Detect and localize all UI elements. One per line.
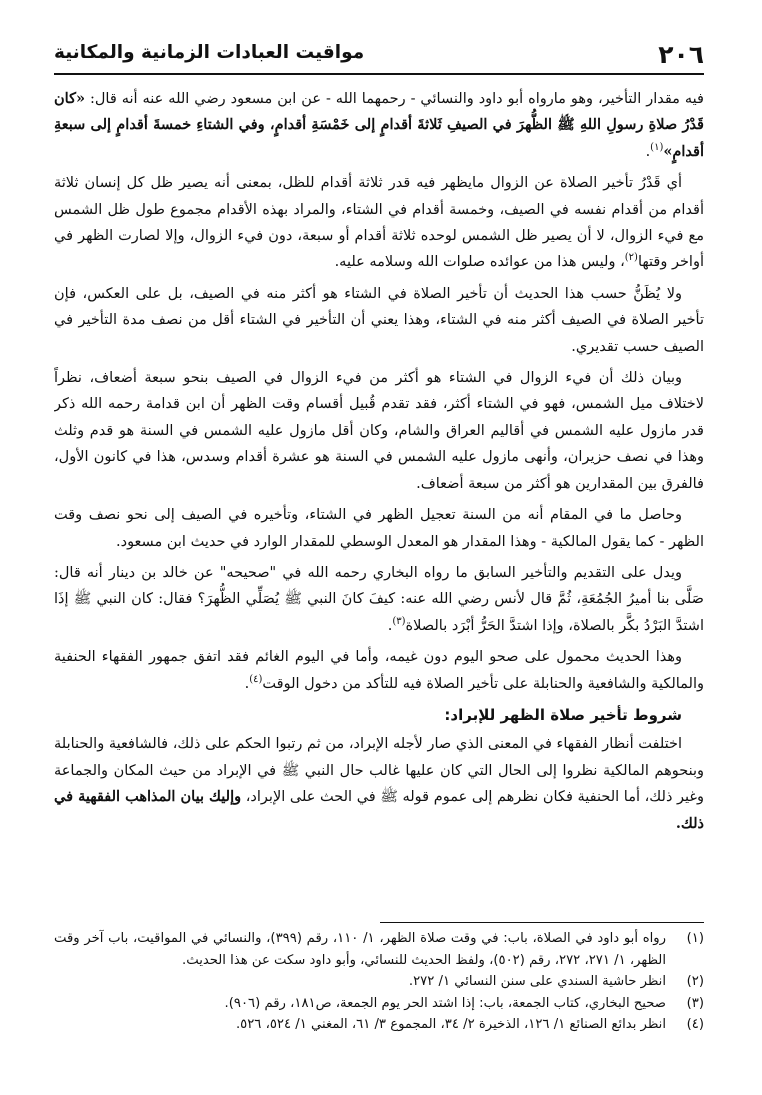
footnote — [54, 993, 704, 1015]
footnote-ref-1[interactable]: (١) — [650, 141, 664, 153]
footnote-number: (٤) — [686, 1017, 704, 1032]
paragraph-7: وهذا الحديث محمول على صحو اليوم دون غيمه، وأما في اليوم الغائم فقد اتفق جمهور الفقهاء الحنفية والمالكية والشافعية والحنابلة على تأخير الصلاة فيه للتأكد من دخول الوقت$^{(٤)}$. — [54, 649, 704, 692]
footnote-text: رواه أبو داود في الصلاة، باب: في وقت صلاة الظهر، ١/ ١١٠، رقم (٣٩٩)، والنسائي في المواقيت، باب آخر وقت الظهر، ١/ ٢٧١، ٢٧٢، رقم (٥٠٢)، ولفظ الحديث للنسائي، وأبو داود سكت عن هذا الحديث. — [54, 931, 667, 968]
footnotes — [54, 928, 704, 1068]
section-heading: شروط تأخير صلاة الظهر للإبراد: — [444, 705, 682, 724]
page-number: ٢٠٦ — [658, 40, 704, 69]
hadith-quote: «كان قَدْرُ صلاةِ رسولِ اللهِ ﷺ الظُّهرَ في الصيفِ ثَلاثةَ أقدامٍ إلى خَمْسَةِ أقدامٍ، وفي الشتاءِ خمسةَ أقدامٍ إلى سبعةِ أقدامٍ» — [54, 90, 704, 160]
paragraph-1: فيه مقدار التأخير، وهو مارواه أبو داود والنسائي - رحمهما الله - عن ابن مسعود رضي الله عنه أنه قال: «كان قَدْرُ صلاةِ رسولِ اللهِ ﷺ الظُّهرَ في الصيفِ ثَلاثةَ أقدامٍ إلى خَمْسَةِ أقدامٍ، وفي الشتاءِ خمسةَ أقدامٍ إلى سبعةِ أقدامٍ»$^{(١)}$. — [54, 90, 704, 160]
footnote-text: انظر حاشية السندي على سنن النسائي ١/ ٢٧٢. — [408, 974, 666, 989]
footnote — [54, 971, 704, 993]
footnote-number: (٣) — [686, 995, 704, 1011]
paragraph-4: وبيان ذلك أن فيء الزوال في الشتاء هو أكثر من فيء الزوال في الصيف بنحو سبعة أضعاف، نظراً لاختلاف ميل الشمس، فهو في الشتاء أكثر، فقد تقدم قُبيل أقسام وقت الظهر أن ابن قدامة رحمه الله ذكر قدر مازول عليه الشمس في أقاليم العراق والشام، وكان أقل مازول عليه الشمس في السنة هو قدم وثلث وهذا في نصف حزيران، وأنهى مازول عليه الشمس في السنة هو عشرة أقدام وسدس، هذا في كانون الأول، فالفرق بين المقدارين هو أكثر من سبعة أضعاف. — [54, 370, 704, 492]
footnote — [54, 1014, 704, 1036]
paragraph-5: وحاصل ما في المقام أنه من السنة تعجيل الظهر في الشتاء، وتأخيره في الصيف إلى نحو نصف وقت الظهر - كما يقول المالكية - وهذا المقدار هو المعدل الوسطي للمقدار الوارد في حديث ابن مسعود. — [54, 507, 704, 550]
paragraph-8: اختلفت أنظار الفقهاء في المعنى الذي صار لأجله الإبراد، من ثم رتبوا الحكم على ذلك، فالشافعية والحنابلة وبنحوهم المالكية نظروا إلى الحال التي كان عليها غالب حال النبي ﷺ في الإبراد من حيث المكان والجماعة وغير ذلك، أما الحنفية فكان نظرهم إلى عموم قوله ﷺ في الحث على الإبراد، وإليك بيان المذاهب الفقهية في ذلك. — [54, 736, 704, 832]
footnote-number: (١) — [686, 931, 704, 946]
footnote-separator — [380, 922, 704, 923]
paragraph-6: ويدل على التقديم والتأخير السابق ما رواه البخاري رحمه الله في "صحيحه" عن خالد بن دينار أنه قال: صَلَّى بنا أميرُ الجُمُعَةِ، ثُمَّ قال لأنس رضي الله عنه: كيفَ كانَ النبي ﷺ يُصَلِّي الظُّهرَ؟ فقال: كان النبي ﷺ إذَا اشتدَّ البَرْدُ بكَّر بالصلاة، وإذا اشتدَّ الحَرُّ أبْرَد بالصلاة$^{(٣)}$. — [54, 564, 704, 634]
footnote-text: صحيح البخاري، كتاب الجمعة، باب: إذا اشتد الحر يوم الجمعة، ص١٨١، رقم (٩٠٦). — [224, 995, 666, 1011]
header-rule — [54, 73, 704, 75]
footnote-ref-4[interactable]: (٤) — [249, 673, 263, 685]
paragraph-2: أي قَدْرُ تأخير الصلاة عن الزوال مايظهر فيه قدر ثلاثة أقدام للظل، بمعنى أنه يصير ظل كل إنسان ثلاثة أقدام من أقدام نفسه في الصيف، وخمسة أقدام في الشتاء، والمراد بهذه الأقدام مجموع طول ظل الشمس مع فيء الزوال، لا أن يصير ظل الشمس لوحده ثلاثة أقدام أو سبعة، دون فيء الزوال، وإلا لصارت الظهر في أواخر وقتها$^{(٢)}$، وليس هذا من عوائده صلوات الله وسلامه عليه. — [54, 175, 704, 271]
paragraph-3: ولا يُظَنُّ حسب هذا الحديث أن تأخير الصلاة في الشتاء هو أكثر منه في الصيف، بل على العكس، فإن تأخير الصلاة في الصيف أكثر منه في الشتاء، وهذا يعني أن التأخير في الشتاء أقل من نصف مدة التأخير في الصيف حسب تقديري. — [54, 285, 704, 355]
footnote — [54, 928, 704, 971]
running-title: مواقيت العبادات الزمانية والمكانية — [54, 42, 365, 63]
footnote-text: انظر بدائع الصنائع ١/ ١٢٦، الذخيرة ٢/ ٣٤، المجموع ٣/ ٦١، المغني ١/ ٥٢٤، ٥٢٦. — [235, 1017, 666, 1032]
page-header — [54, 38, 704, 72]
footnote-ref-2[interactable]: (٢) — [624, 252, 638, 264]
footnote-number: (٢) — [686, 974, 704, 989]
main-text — [54, 86, 704, 861]
footnote-ref-3[interactable]: (٣) — [392, 615, 406, 627]
